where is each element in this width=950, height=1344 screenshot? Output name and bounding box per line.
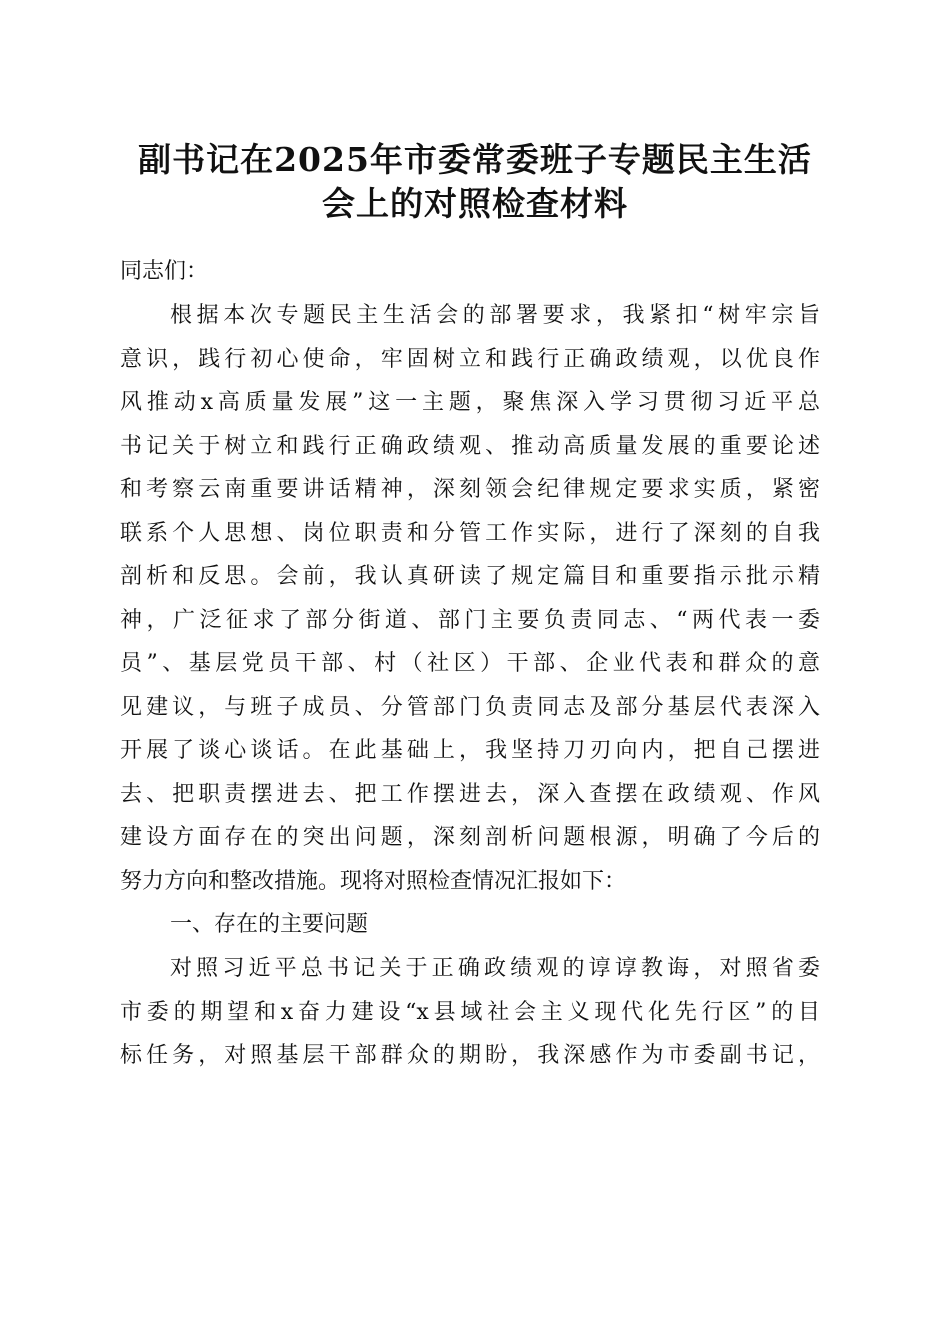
section-heading: 一、存在的主要问题 — [170, 912, 369, 937]
paragraph-line: 对照习近平总书记关于正确政绩观的谆谆教诲，对照省委 — [170, 956, 820, 981]
document-body — [120, 250, 820, 1078]
intro-paragraph — [120, 294, 820, 903]
paragraph-line: 努力方向和整改措施。现将对照检查情况汇报如下： — [120, 868, 627, 894]
paragraph-line: 建设方面存在的突出问题，深刻剖析问题根源，明确了今后的 — [120, 825, 820, 850]
title-line: 会上的对照检查材料 — [322, 184, 628, 223]
paragraph-line: 去、把职责摆进去、把工作摆进去，深入查摆在政绩观、作风 — [120, 781, 820, 807]
document-title — [110, 138, 840, 226]
section-paragraph — [120, 947, 820, 1078]
paragraph-line: 员”、基层党员干部、村（社区）干部、企业代表和群众的意 — [120, 651, 820, 676]
paragraph-line: 神，广泛征求了部分街道、部门主要负责同志、“两代表一委 — [120, 607, 820, 633]
paragraph-line: 根据本次专题民主生活会的部署要求，我紧扣“树牢宗旨 — [170, 303, 820, 328]
paragraph-line: 见建议，与班子成员、分管部门负责同志及部分基层代表深入 — [120, 694, 820, 720]
paragraph-line: 市委的期望和x奋力建设“x县域社会主义现代化先行区”的目 — [120, 999, 820, 1025]
greeting: 同志们： — [120, 259, 209, 284]
paragraph-line: 和考察云南重要讲话精神，深刻领会纪律规定要求实质，紧密 — [120, 477, 820, 502]
paragraph-line: 风推动x高质量发展”这一主题，聚焦深入学习贯彻习近平总 — [120, 390, 820, 415]
paragraph-line: 书记关于树立和践行正确政绩观、推动高质量发展的重要论述 — [120, 433, 820, 459]
paragraph-line: 开展了谈心谈话。在此基础上，我坚持刀刃向内，把自己摆进 — [120, 738, 820, 763]
paragraph-line: 联系个人思想、岗位职责和分管工作实际，进行了深刻的自我 — [120, 520, 820, 546]
title-line: 副书记在2025年市委常委班子专题民主生活 — [138, 140, 812, 179]
paragraph-line: 标任务，对照基层干部群众的期盼，我深感作为市委副书记， — [120, 1043, 820, 1068]
paragraph-line: 剖析和反思。会前，我认真研读了规定篇目和重要指示批示精 — [120, 564, 820, 589]
paragraph-line: 意识，践行初心使命，牢固树立和践行正确政绩观，以优良作 — [120, 346, 820, 372]
